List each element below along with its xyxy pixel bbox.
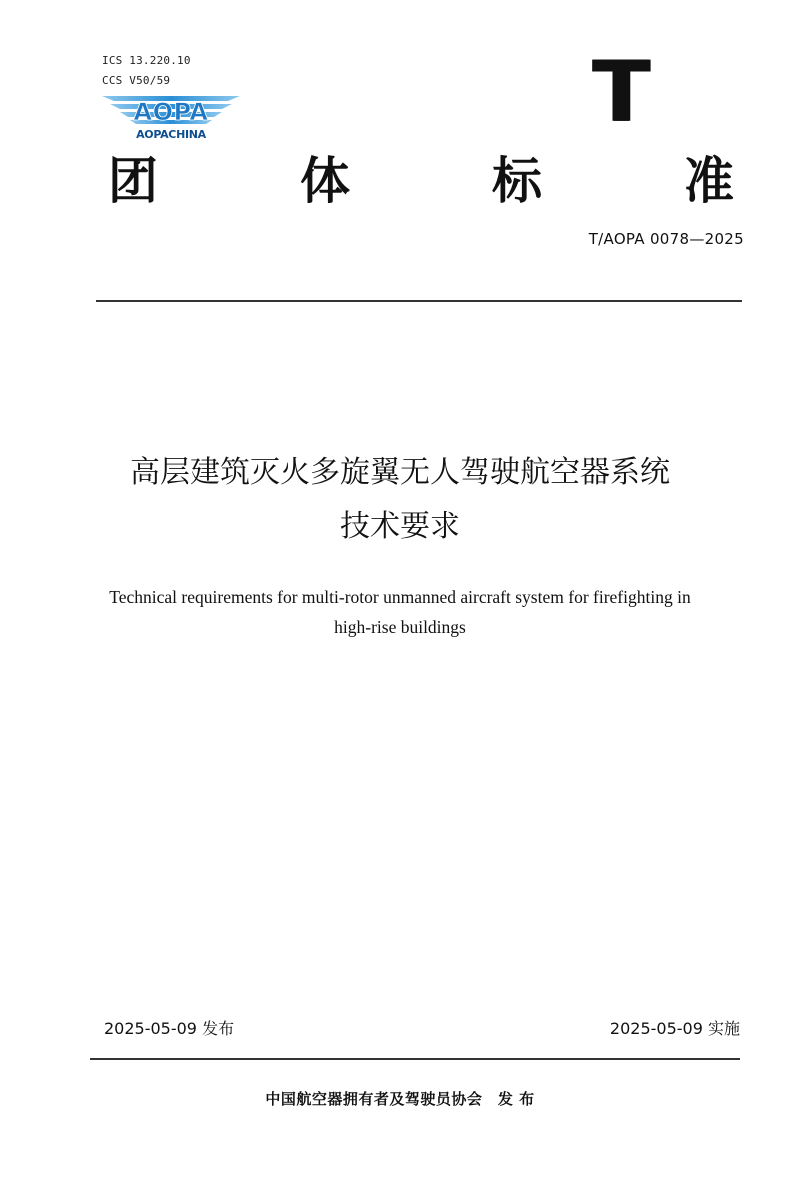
header-divider xyxy=(96,300,742,302)
svg-text:AOPACHINA: AOPACHINA xyxy=(136,128,206,141)
standard-type-char-3: 标 xyxy=(492,152,542,210)
standard-type-letter: T xyxy=(592,43,650,141)
ics-code: ICS 13.220.10 xyxy=(102,54,191,67)
standard-type-char-1: 团 xyxy=(108,152,158,210)
standard-type-char-4: 准 xyxy=(684,152,734,210)
title-cn-line-2: 技术要求 xyxy=(340,509,460,544)
title-en-line-1: Technical requirements for multi-rotor unmanned aircraft system for firefighting in xyxy=(109,587,691,607)
svg-text:AOPA: AOPA xyxy=(133,98,209,126)
standard-type-char-2: 体 xyxy=(300,152,350,210)
footer-divider xyxy=(90,1058,740,1060)
implement-date: 2025-05-09 实施 xyxy=(609,1019,740,1038)
ccs-code: CCS V50/59 xyxy=(102,74,171,87)
standard-number: T/AOPA 0078—2025 xyxy=(588,230,744,248)
publisher: 中国航空器拥有者及驾驶员协会 发 布 xyxy=(265,1090,535,1108)
title-cn-line-1: 高层建筑灭火多旋翼无人驾驶航空器系统 xyxy=(130,455,670,490)
issue-date: 2025-05-09 发布 xyxy=(104,1019,235,1038)
aopa-logo xyxy=(102,92,240,142)
title-en-line-2: high-rise buildings xyxy=(334,617,466,637)
